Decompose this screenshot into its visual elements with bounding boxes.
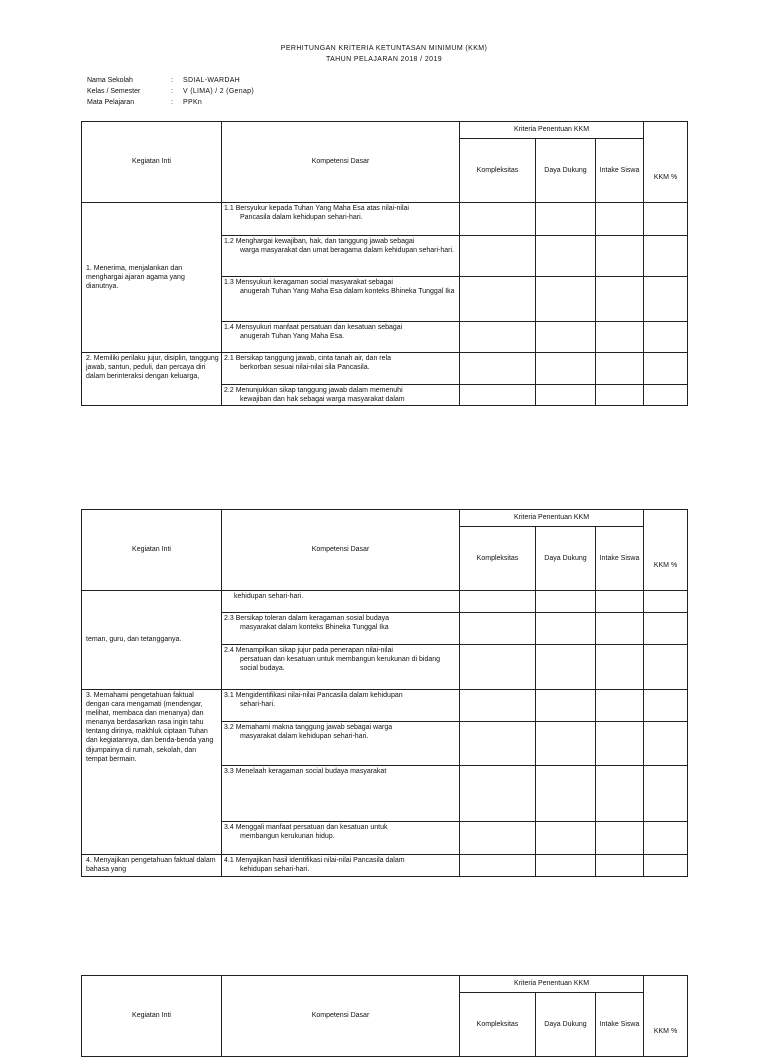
cell-daya-dukung[interactable]	[536, 591, 596, 613]
cell-kompleksitas[interactable]	[460, 591, 536, 613]
info-label-subject: Mata Pelajaran	[87, 99, 135, 106]
cell-kompleksitas[interactable]	[460, 236, 536, 277]
header-kompleksitas: Kompleksitas	[460, 139, 536, 203]
header-kkm-percent: KKM %	[644, 510, 688, 591]
header-daya-dukung: Daya Dukung	[536, 139, 596, 203]
cell-daya-dukung[interactable]	[536, 613, 596, 645]
header-kompetensi-dasar: Kompetensi Dasar	[222, 510, 460, 591]
cell-kkm[interactable]	[644, 822, 688, 855]
header-kegiatan-inti: Kegiatan Inti	[82, 976, 222, 1057]
kkm-table-1	[81, 121, 688, 406]
cell-kkm[interactable]	[644, 322, 688, 353]
kd-1-4: 1.4 Mensyukuri manfaat persatuan dan kesatuan sebagai anugerah Tuhan Yang Maha Esa.	[222, 322, 460, 353]
kd-1-2: 1.2 Menghargai kewajiban, hak, dan tanggung jawab sebagai warga masyarakat dan umat beragama dalam kehidupan sehari-hari.	[222, 236, 460, 277]
cell-kompleksitas[interactable]	[460, 645, 536, 690]
kd-3-1: 3.1 Mengidentifikasi nilai-nilai Pancasila dalam kehidupan sehari-hari.	[222, 690, 460, 722]
cell-daya-dukung[interactable]	[536, 277, 596, 322]
header-kriteria-kkm: Kriteria Penentuan KKM	[460, 122, 644, 139]
cell-kkm[interactable]	[644, 722, 688, 766]
kd-2-2-cont: kehidupan sehari-hari.	[222, 591, 460, 613]
cell-intake[interactable]	[596, 385, 644, 406]
header-intake-siswa: Intake Siswa	[596, 139, 644, 203]
cell-kompleksitas[interactable]	[460, 855, 536, 877]
header-kegiatan-inti: Kegiatan Inti	[82, 510, 222, 591]
header-kkm-percent: KKM %	[644, 122, 688, 203]
cell-daya-dukung[interactable]	[536, 645, 596, 690]
cell-kompleksitas[interactable]	[460, 385, 536, 406]
cell-intake[interactable]	[596, 722, 644, 766]
cell-daya-dukung[interactable]	[536, 690, 596, 722]
cell-intake[interactable]	[596, 322, 644, 353]
info-colon: :	[171, 77, 173, 84]
cell-intake[interactable]	[596, 203, 644, 236]
kkm-table-2	[81, 509, 688, 877]
kegiatan-inti-3: 3. Memahami pengetahuan faktual dengan cara mengamati (mendengar, melihat, membaca dan menanya) dan menanya berdasarkan rasa ingin tahu tentang dirinya, makhluk ciptaan Tuhan dan kegiatannya, dan benda-benda yang dijumpainya di rumah, sekolah, dan tempat bermain.	[82, 690, 222, 855]
cell-kkm[interactable]	[644, 591, 688, 613]
kd-2-4: 2.4 Menampilkan sikap jujur pada penerapan nilai-nilai persatuan dan kesatuan untuk membangun kerukunan di bidang social budaya.	[222, 645, 460, 690]
cell-daya-dukung[interactable]	[536, 236, 596, 277]
kd-3-4: 3.4 Menggali manfaat persatuan dan kesatuan untuk membangun kerukunan hidup.	[222, 822, 460, 855]
header-kriteria-kkm: Kriteria Penentuan KKM	[460, 976, 644, 993]
cell-intake[interactable]	[596, 613, 644, 645]
cell-daya-dukung[interactable]	[536, 385, 596, 406]
info-label-school: Nama Sekolah	[87, 77, 133, 84]
kd-1-1: 1.1 Bersyukur kepada Tuhan Yang Maha Esa atas nilai-nilai Pancasila dalam kehidupan sehari-hari.	[222, 203, 460, 236]
kegiatan-inti-2: 2. Memiliki perilaku jujur, disiplin, tanggung jawab, santun, peduli, dan percaya diri dalam berinteraksi dengan keluarga,	[82, 353, 222, 406]
info-value-school: SDIAL-WARDAH	[183, 77, 241, 84]
cell-intake[interactable]	[596, 690, 644, 722]
cell-kompleksitas[interactable]	[460, 203, 536, 236]
kd-2-2: 2.2 Menunjukkan sikap tanggung jawab dalam memenuhi kewajiban dan hak sebagai warga masyarakat dalam	[222, 385, 460, 406]
cell-daya-dukung[interactable]	[536, 203, 596, 236]
cell-kompleksitas[interactable]	[460, 613, 536, 645]
header-kegiatan-inti: Kegiatan Inti	[82, 122, 222, 203]
cell-intake[interactable]	[596, 236, 644, 277]
header-kompetensi-dasar: Kompetensi Dasar	[222, 122, 460, 203]
header-daya-dukung: Daya Dukung	[536, 527, 596, 591]
cell-intake[interactable]	[596, 277, 644, 322]
cell-kkm[interactable]	[644, 855, 688, 877]
cell-daya-dukung[interactable]	[536, 822, 596, 855]
cell-intake[interactable]	[596, 591, 644, 613]
cell-kkm[interactable]	[644, 277, 688, 322]
header-kompleksitas: Kompleksitas	[460, 527, 536, 591]
header-intake-siswa: Intake Siswa	[596, 527, 644, 591]
kegiatan-inti-4: 4. Menyajikan pengetahuan faktual dalam bahasa yang	[82, 855, 222, 877]
kd-4-1: 4.1 Menyajikan hasil identifikasi nilai-nilai Pancasila dalam kehidupan sehari-hari.	[222, 855, 460, 877]
cell-kompleksitas[interactable]	[460, 353, 536, 385]
cell-intake[interactable]	[596, 353, 644, 385]
cell-intake[interactable]	[596, 766, 644, 822]
header-kkm-percent: KKM %	[644, 976, 688, 1057]
info-label-class: Kelas / Semester	[87, 88, 141, 95]
header-kompleksitas: Kompleksitas	[460, 993, 536, 1057]
header-daya-dukung: Daya Dukung	[536, 993, 596, 1057]
cell-kkm[interactable]	[644, 645, 688, 690]
cell-kompleksitas[interactable]	[460, 722, 536, 766]
cell-kompleksitas[interactable]	[460, 322, 536, 353]
kd-3-2: 3.2 Memahami makna tanggung jawab sebagai warga masyarakat dalam kehidupan sehari-hari.	[222, 722, 460, 766]
cell-daya-dukung[interactable]	[536, 322, 596, 353]
cell-kkm[interactable]	[644, 690, 688, 722]
document-title: PERHITUNGAN KRITERIA KETUNTASAN MINIMUM (KKM)	[280, 45, 488, 52]
info-value-subject: PPKn	[183, 99, 203, 106]
cell-intake[interactable]	[596, 855, 644, 877]
kd-2-3: 2.3 Bersikap toleran dalam keragaman sosial budaya masyarakat dalam konteks Bhineka Tunggal Ika	[222, 613, 460, 645]
cell-kompleksitas[interactable]	[460, 690, 536, 722]
document-subtitle: TAHUN PELAJARAN 2018 / 2019	[325, 56, 443, 63]
kegiatan-inti-1: 1. Menerima, menjalankan dan menghargai ajaran agama yang dianutnya.	[82, 203, 222, 353]
cell-intake[interactable]	[596, 822, 644, 855]
cell-kompleksitas[interactable]	[460, 277, 536, 322]
cell-kkm[interactable]	[644, 236, 688, 277]
cell-intake[interactable]	[596, 645, 644, 690]
cell-kkm[interactable]	[644, 385, 688, 406]
info-colon: :	[171, 99, 173, 106]
kegiatan-inti-2-cont: teman, guru, dan tetangganya.	[82, 591, 222, 690]
kkm-table-3	[81, 975, 688, 1057]
header-kriteria-kkm: Kriteria Penentuan KKM	[460, 510, 644, 527]
cell-kkm[interactable]	[644, 766, 688, 822]
info-colon: :	[171, 88, 173, 95]
cell-kkm[interactable]	[644, 613, 688, 645]
cell-daya-dukung[interactable]	[536, 766, 596, 822]
cell-kkm[interactable]	[644, 353, 688, 385]
kd-1-3: 1.3 Mensyukuri keragaman social masyarakat sebagai anugerah Tuhan Yang Maha Esa dalam konteks Bhineka Tunggal Ika	[222, 277, 460, 322]
cell-kkm[interactable]	[644, 203, 688, 236]
cell-kompleksitas[interactable]	[460, 822, 536, 855]
header-kompetensi-dasar: Kompetensi Dasar	[222, 976, 460, 1057]
kd-3-3: 3.3 Menelaah keragaman social budaya masyarakat	[222, 766, 460, 822]
cell-kompleksitas[interactable]	[460, 766, 536, 822]
info-value-class: V (LIMA) / 2 (Genap)	[183, 88, 254, 95]
cell-daya-dukung[interactable]	[536, 855, 596, 877]
header-intake-siswa: Intake Siswa	[596, 993, 644, 1057]
cell-daya-dukung[interactable]	[536, 353, 596, 385]
kd-2-1: 2.1 Bersikap tanggung jawab, cinta tanah air, dan rela berkorban sesuai nilai-nilai sila Pancasila.	[222, 353, 460, 385]
cell-daya-dukung[interactable]	[536, 722, 596, 766]
